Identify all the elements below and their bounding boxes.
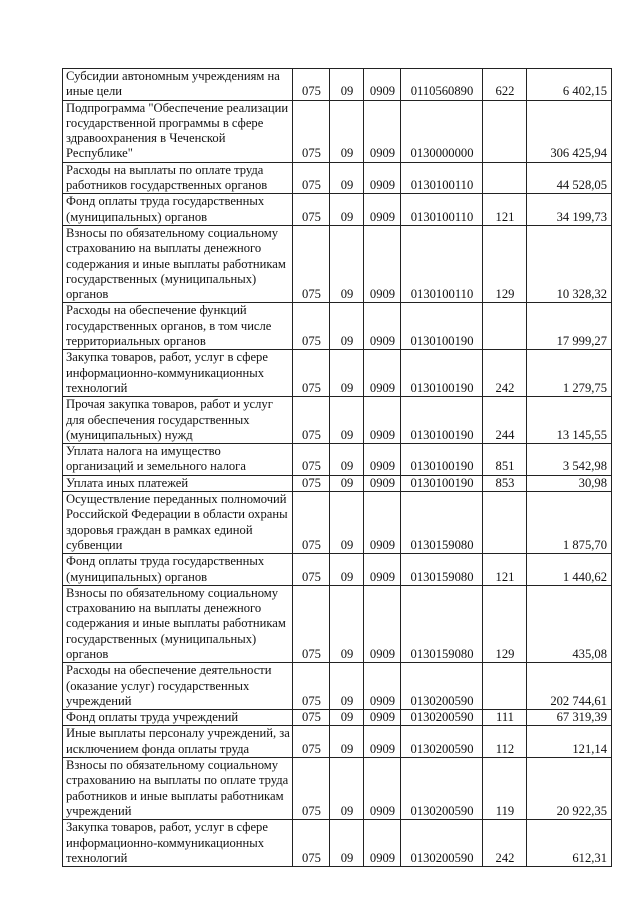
row-target-article: 0130200590: [401, 726, 483, 758]
row-ministry-code: 075: [293, 100, 330, 162]
row-amount: 17 999,27: [527, 303, 612, 350]
row-subsection-code: 0909: [364, 162, 401, 194]
row-expense-type: 121: [483, 194, 527, 226]
row-expense-type: 129: [483, 585, 527, 662]
row-ministry-code: 075: [293, 225, 330, 302]
row-ministry-code: 075: [293, 726, 330, 758]
row-subsection-code: 0909: [364, 554, 401, 586]
row-expense-type: 121: [483, 554, 527, 586]
table-row: [63, 225, 612, 302]
row-ministry-code: 075: [293, 492, 330, 554]
row-section-code: 09: [330, 225, 364, 302]
row-name: Взносы по обязательному социальному страхованию на выплаты денежного содержания и иные выплаты работникам государственных (муниципальных) органов: [63, 585, 293, 662]
row-section-code: 09: [330, 100, 364, 162]
row-ministry-code: 075: [293, 820, 330, 867]
table-row: [63, 303, 612, 350]
row-expense-type: 853: [483, 475, 527, 491]
row-name: Взносы по обязательному социальному страхованию на выплаты по оплате труда работников и иные выплаты работникам учреждений: [63, 758, 293, 820]
row-amount: 67 319,39: [527, 710, 612, 726]
row-subsection-code: 0909: [364, 492, 401, 554]
row-amount: 6 402,15: [527, 69, 612, 101]
row-name: Расходы на выплаты по оплате труда работников государственных органов: [63, 162, 293, 194]
budget-table-body: [63, 69, 612, 867]
row-amount: 34 199,73: [527, 194, 612, 226]
table-row: [63, 194, 612, 226]
row-name: Прочая закупка товаров, работ и услуг для обеспечения государственных (муниципальных) нужд: [63, 397, 293, 444]
row-expense-type: 119: [483, 758, 527, 820]
row-target-article: 0130100190: [401, 444, 483, 476]
row-target-article: 0130159080: [401, 492, 483, 554]
row-section-code: 09: [330, 820, 364, 867]
row-subsection-code: 0909: [364, 225, 401, 302]
table-row: [63, 726, 612, 758]
row-expense-type: 242: [483, 820, 527, 867]
row-target-article: 0130100190: [401, 397, 483, 444]
row-target-article: 0110560890: [401, 69, 483, 101]
row-target-article: 0130200590: [401, 758, 483, 820]
row-name: Фонд оплаты труда учреждений: [63, 710, 293, 726]
table-row: [63, 444, 612, 476]
budget-table: [62, 68, 612, 867]
row-amount: 202 744,61: [527, 663, 612, 710]
row-target-article: 0130100190: [401, 303, 483, 350]
row-ministry-code: 075: [293, 585, 330, 662]
row-target-article: 0130000000: [401, 100, 483, 162]
row-subsection-code: 0909: [364, 194, 401, 226]
table-row: [63, 663, 612, 710]
row-name: Закупка товаров, работ, услуг в сфере информационно-коммуникационных технологий: [63, 350, 293, 397]
row-subsection-code: 0909: [364, 710, 401, 726]
row-target-article: 0130159080: [401, 554, 483, 586]
row-subsection-code: 0909: [364, 475, 401, 491]
row-section-code: 09: [330, 585, 364, 662]
row-ministry-code: 075: [293, 444, 330, 476]
row-subsection-code: 0909: [364, 726, 401, 758]
row-section-code: 09: [330, 350, 364, 397]
row-section-code: 09: [330, 710, 364, 726]
row-name: Закупка товаров, работ, услуг в сфере информационно-коммуникационных технологий: [63, 820, 293, 867]
row-amount: 44 528,05: [527, 162, 612, 194]
row-target-article: 0130200590: [401, 710, 483, 726]
row-expense-type: 851: [483, 444, 527, 476]
row-target-article: 0130100190: [401, 475, 483, 491]
row-section-code: 09: [330, 663, 364, 710]
row-subsection-code: 0909: [364, 100, 401, 162]
table-row: [63, 69, 612, 101]
row-amount: 13 145,55: [527, 397, 612, 444]
row-target-article: 0130100110: [401, 194, 483, 226]
budget-page: [62, 68, 612, 867]
row-name: Иные выплаты персоналу учреждений, за исключением фонда оплаты труда: [63, 726, 293, 758]
row-subsection-code: 0909: [364, 820, 401, 867]
row-target-article: 0130100110: [401, 225, 483, 302]
table-row: [63, 585, 612, 662]
row-amount: 121,14: [527, 726, 612, 758]
row-name: Осуществление переданных полномочий Российской Федерации в области охраны здоровья граждан в рамках единой субвенции: [63, 492, 293, 554]
row-target-article: 0130159080: [401, 585, 483, 662]
row-section-code: 09: [330, 194, 364, 226]
row-ministry-code: 075: [293, 758, 330, 820]
row-section-code: 09: [330, 397, 364, 444]
table-row: [63, 554, 612, 586]
row-ministry-code: 075: [293, 350, 330, 397]
row-expense-type: 112: [483, 726, 527, 758]
row-ministry-code: 075: [293, 69, 330, 101]
row-amount: 20 922,35: [527, 758, 612, 820]
row-name: Расходы на обеспечение функций государственных органов, в том числе территориальных органов: [63, 303, 293, 350]
row-section-code: 09: [330, 69, 364, 101]
row-expense-type: 129: [483, 225, 527, 302]
row-name: Расходы на обеспечение деятельности (оказание услуг) государственных учреждений: [63, 663, 293, 710]
row-expense-type: [483, 162, 527, 194]
table-row: [63, 710, 612, 726]
row-amount: 1 875,70: [527, 492, 612, 554]
row-section-code: 09: [330, 758, 364, 820]
row-section-code: 09: [330, 554, 364, 586]
row-section-code: 09: [330, 444, 364, 476]
row-target-article: 0130200590: [401, 820, 483, 867]
row-section-code: 09: [330, 726, 364, 758]
row-subsection-code: 0909: [364, 663, 401, 710]
row-target-article: 0130100110: [401, 162, 483, 194]
row-expense-type: 242: [483, 350, 527, 397]
row-name: Субсидии автономным учреждениям на иные цели: [63, 69, 293, 101]
row-subsection-code: 0909: [364, 397, 401, 444]
row-section-code: 09: [330, 492, 364, 554]
row-amount: 10 328,32: [527, 225, 612, 302]
row-target-article: 0130100190: [401, 350, 483, 397]
row-expense-type: 244: [483, 397, 527, 444]
table-row: [63, 350, 612, 397]
row-ministry-code: 075: [293, 303, 330, 350]
row-subsection-code: 0909: [364, 350, 401, 397]
row-expense-type: 111: [483, 710, 527, 726]
row-target-article: 0130200590: [401, 663, 483, 710]
row-expense-type: [483, 303, 527, 350]
row-amount: 612,31: [527, 820, 612, 867]
row-ministry-code: 075: [293, 194, 330, 226]
table-row: [63, 820, 612, 867]
row-amount: 30,98: [527, 475, 612, 491]
row-subsection-code: 0909: [364, 444, 401, 476]
row-amount: 3 542,98: [527, 444, 612, 476]
table-row: [63, 100, 612, 162]
table-row: [63, 162, 612, 194]
row-section-code: 09: [330, 475, 364, 491]
row-amount: 435,08: [527, 585, 612, 662]
row-ministry-code: 075: [293, 554, 330, 586]
row-name: Уплата иных платежей: [63, 475, 293, 491]
row-amount: 1 440,62: [527, 554, 612, 586]
row-ministry-code: 075: [293, 475, 330, 491]
row-name: Взносы по обязательному социальному страхованию на выплаты денежного содержания и иные выплаты работникам государственных (муниципальных) органов: [63, 225, 293, 302]
row-subsection-code: 0909: [364, 303, 401, 350]
row-section-code: 09: [330, 162, 364, 194]
row-name: Уплата налога на имущество организаций и земельного налога: [63, 444, 293, 476]
row-subsection-code: 0909: [364, 758, 401, 820]
row-name: Фонд оплаты труда государственных (муниципальных) органов: [63, 554, 293, 586]
row-subsection-code: 0909: [364, 69, 401, 101]
row-ministry-code: 075: [293, 663, 330, 710]
row-section-code: 09: [330, 303, 364, 350]
row-ministry-code: 075: [293, 710, 330, 726]
table-row: [63, 492, 612, 554]
row-name: Фонд оплаты труда государственных (муниципальных) органов: [63, 194, 293, 226]
table-row: [63, 475, 612, 491]
row-amount: 306 425,94: [527, 100, 612, 162]
row-expense-type: 622: [483, 69, 527, 101]
row-expense-type: [483, 100, 527, 162]
table-row: [63, 397, 612, 444]
row-ministry-code: 075: [293, 162, 330, 194]
row-subsection-code: 0909: [364, 585, 401, 662]
row-expense-type: [483, 663, 527, 710]
row-amount: 1 279,75: [527, 350, 612, 397]
row-ministry-code: 075: [293, 397, 330, 444]
table-row: [63, 758, 612, 820]
row-expense-type: [483, 492, 527, 554]
row-name: Подпрограмма "Обеспечение реализации государственной программы в сфере здравоохранения в Чеченской Республике": [63, 100, 293, 162]
